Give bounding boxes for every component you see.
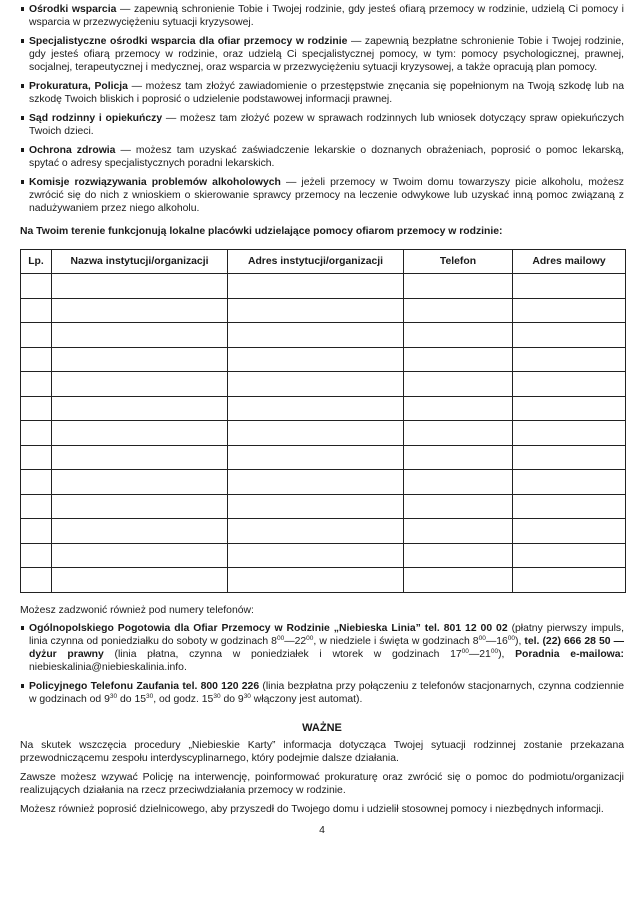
hotline-text: (linia płatna, czynna w poniedziałek i wtorek w godzinach 17 xyxy=(103,648,462,660)
hotline-text: ), xyxy=(515,635,525,647)
bullet-icon xyxy=(21,116,24,120)
table-cell[interactable] xyxy=(513,372,626,397)
time-sup: 00 xyxy=(461,647,469,655)
bullet-icon xyxy=(21,7,24,11)
table-cell[interactable] xyxy=(52,494,228,519)
table-cell[interactable] xyxy=(228,372,404,397)
table-row xyxy=(21,372,626,397)
hotline-title: Policyjnego Telefonu Zaufania tel. 800 120 226 xyxy=(29,680,260,692)
column-header-email: Adres mailowy xyxy=(513,250,626,274)
table-body xyxy=(21,274,626,593)
item-text: — możesz tam złożyć zawiadomienie o przestępstwie znęcania się popełnionym na Twoją szkodę lub na szkodę Twoich bliskich i poprosić o udzielenie podstawowej informacji prawnej. xyxy=(29,81,624,105)
table-row xyxy=(21,445,626,470)
table-cell[interactable] xyxy=(52,298,228,323)
table-row xyxy=(21,274,626,299)
phone-list xyxy=(20,622,624,706)
table-cell[interactable] xyxy=(228,396,404,421)
item-title: Komisje rozwiązywania problemów alkoholowych xyxy=(29,177,281,188)
table-cell[interactable] xyxy=(21,347,52,372)
table-cell[interactable] xyxy=(513,568,626,593)
table-cell[interactable] xyxy=(52,421,228,446)
table-intro: Na Twoim terenie funkcjonują lokalne placówki udzielające pomocy ofiarom przemocy w rodzinie: xyxy=(20,226,503,237)
table-cell[interactable] xyxy=(404,274,513,299)
time-sup: 00 xyxy=(507,634,515,642)
institutions-table xyxy=(20,249,626,593)
table-cell[interactable] xyxy=(513,519,626,544)
page-number: 4 xyxy=(319,824,325,836)
table-row xyxy=(21,494,626,519)
table-cell[interactable] xyxy=(52,396,228,421)
item-title: Prokuratura, Policja xyxy=(29,81,128,92)
important-paragraph: Możesz również poprosić dzielnicowego, aby przyszedł do Twojego domu i udzielił stosownej pomocy i niezbędnych informacji. xyxy=(20,803,604,815)
table-cell[interactable] xyxy=(513,323,626,348)
table-cell[interactable] xyxy=(513,470,626,495)
table-cell[interactable] xyxy=(21,396,52,421)
table-cell[interactable] xyxy=(228,347,404,372)
table-cell[interactable] xyxy=(228,543,404,568)
hotline-text: ), xyxy=(498,648,516,660)
bullet-icon xyxy=(21,39,24,43)
item-text: — zapewnią bezpłatne schronienie Tobie i Twojej rodzinie, gdy jesteś ofiarą przemocy w rodzinie, oraz udzielą Ci specjalistycznej pomocy, w tym: pomocy psychologicznej, prawnej, socjalnej, terapeutycznej i medycznej, oraz wsparcia w przezwyciężeniu sytuacji kryzysowej, a także opracują plan pomocy. xyxy=(29,36,624,73)
table-cell[interactable] xyxy=(21,323,52,348)
table-cell[interactable] xyxy=(21,494,52,519)
hotline-text: (linia bezpłatna przy połączeniu z telefonów stacjonarnych, czynna codziennie w godzinach od 9 xyxy=(29,680,625,705)
list-item xyxy=(20,35,624,74)
table-cell[interactable] xyxy=(52,568,228,593)
item-text: — możesz tam złożyć pozew w sprawach rodzinnych lub wniosek dotyczący spraw opiekuńczych Twoich dzieci. xyxy=(29,113,624,137)
table-cell[interactable] xyxy=(52,519,228,544)
table-cell[interactable] xyxy=(404,470,513,495)
table-cell[interactable] xyxy=(404,421,513,446)
item-title: Ośrodki wsparcia xyxy=(29,4,117,15)
table-cell[interactable] xyxy=(21,421,52,446)
table-row xyxy=(21,519,626,544)
hotline-text: —22 xyxy=(284,635,307,647)
table-cell[interactable] xyxy=(21,372,52,397)
table-cell[interactable] xyxy=(228,494,404,519)
table-cell[interactable] xyxy=(21,274,52,299)
table-cell[interactable] xyxy=(404,568,513,593)
table-cell[interactable] xyxy=(21,298,52,323)
column-header-lp: Lp. xyxy=(21,250,52,274)
table-cell[interactable] xyxy=(21,445,52,470)
important-paragraph: Zawsze możesz wzywać Policję na interwencję, poinformować prokuraturę oraz zwrócić się o pomoc do podmiotu/organizacji realizujących działania na rzecz przeciwdziałania przemocy w rodzinie. xyxy=(20,771,624,796)
table-cell[interactable] xyxy=(404,396,513,421)
table-row xyxy=(21,298,626,323)
important-heading: WAŻNE xyxy=(302,721,342,734)
table-cell[interactable] xyxy=(228,519,404,544)
item-text: — możesz tam uzyskać zaświadczenie lekarskie o doznanych obrażeniach, poprosić o pomoc lekarską, spytać o adresy specjalistycznych poradni lekarskich. xyxy=(29,145,624,169)
table-cell[interactable] xyxy=(52,372,228,397)
column-header-name: Nazwa instytucji/organizacji xyxy=(52,250,228,274)
table-cell[interactable] xyxy=(228,323,404,348)
time-sup: 00 xyxy=(490,647,499,655)
table-cell[interactable] xyxy=(404,494,513,519)
table-cell[interactable] xyxy=(228,421,404,446)
table-cell[interactable] xyxy=(513,396,626,421)
table-cell[interactable] xyxy=(228,298,404,323)
hotline-text: (płatny pierwszy impuls, linia czynna od poniedziałku do soboty w godzinach 8 xyxy=(29,622,624,647)
time-sup: 00 xyxy=(478,634,486,642)
document-page xyxy=(20,3,624,837)
hotline-text: , od godz. 15 xyxy=(153,693,214,705)
bullet-icon xyxy=(21,626,24,630)
table-cell[interactable] xyxy=(21,543,52,568)
table-cell[interactable] xyxy=(513,421,626,446)
bullet-icon xyxy=(21,84,24,88)
support-list xyxy=(20,3,624,215)
table-cell[interactable] xyxy=(52,445,228,470)
table-cell[interactable] xyxy=(228,445,404,470)
table-row xyxy=(21,543,626,568)
table-cell[interactable] xyxy=(513,445,626,470)
table-cell[interactable] xyxy=(404,347,513,372)
table-cell[interactable] xyxy=(21,568,52,593)
time-sup: 00 xyxy=(276,634,285,642)
table-cell[interactable] xyxy=(404,298,513,323)
hotline-text: do 9 xyxy=(220,693,244,705)
table-row xyxy=(21,568,626,593)
bullet-icon xyxy=(21,148,24,152)
list-item xyxy=(20,144,624,170)
table-cell[interactable] xyxy=(52,470,228,495)
time-sup: 30 xyxy=(243,692,251,700)
item-text: — zapewnią schronienie Tobie i Twojej rodzinie, gdy jesteś ofiarą przemocy w rodzinie, udzielą Ci pomocy i wsparcia w przezwyciężeniu sytuacji kryzysowej. xyxy=(29,4,624,28)
table-cell[interactable] xyxy=(404,519,513,544)
list-item xyxy=(20,80,624,106)
table-cell[interactable] xyxy=(52,323,228,348)
time-sup: 00 xyxy=(306,634,314,642)
time-sup: 30 xyxy=(109,692,118,700)
item-title: Specjalistyczne ośrodki wsparcia dla ofiar przemocy w rodzinie xyxy=(29,36,348,47)
table-header-row xyxy=(21,250,626,274)
time-sup: 30 xyxy=(146,692,154,700)
table-cell[interactable] xyxy=(513,347,626,372)
table-cell[interactable] xyxy=(404,543,513,568)
table-cell[interactable] xyxy=(21,519,52,544)
list-item xyxy=(20,112,624,138)
list-item-policja xyxy=(20,680,624,706)
legal-duty-title: tel. (22) 666 28 50 — dyżur prawny xyxy=(29,635,624,660)
table-cell[interactable] xyxy=(404,323,513,348)
table-cell[interactable] xyxy=(513,494,626,519)
hotline-text: —16 xyxy=(485,635,508,647)
table-cell[interactable] xyxy=(513,543,626,568)
table-cell[interactable] xyxy=(513,274,626,299)
hotline-text: , w niedziele i święta w godzinach 8 xyxy=(313,635,479,647)
table-row xyxy=(21,396,626,421)
item-title: Sąd rodzinny i opiekuńczy xyxy=(29,113,163,124)
table-row xyxy=(21,323,626,348)
table-cell[interactable] xyxy=(228,470,404,495)
phones-intro: Możesz zadzwonić również pod numery telefonów: xyxy=(20,604,254,616)
table-cell[interactable] xyxy=(513,298,626,323)
table-cell[interactable] xyxy=(52,543,228,568)
table-row xyxy=(21,421,626,446)
table-cell[interactable] xyxy=(228,274,404,299)
table-row xyxy=(21,347,626,372)
bullet-icon xyxy=(21,180,24,184)
list-item-niebieska-linia xyxy=(20,622,624,674)
table-cell[interactable] xyxy=(228,568,404,593)
table-cell[interactable] xyxy=(52,347,228,372)
list-item xyxy=(20,176,624,215)
table-row xyxy=(21,470,626,495)
hotline-text: —21 xyxy=(468,648,491,660)
hotline-text: do 15 xyxy=(117,693,146,705)
table-cell[interactable] xyxy=(404,445,513,470)
table-cell[interactable] xyxy=(21,470,52,495)
hotline-title: Ogólnopolskiego Pogotowia dla Ofiar Przemocy w Rodzinie „Niebieska Linia” tel. 801 12 00 02 xyxy=(29,622,508,634)
item-title: Ochrona zdrowia xyxy=(29,145,116,156)
important-paragraph: Na skutek wszczęcia procedury „Niebieskie Karty” informacja dotycząca Twojej sytuacji rodzinnej zostanie przekazana przewodniczącemu zespołu interdyscyplinarnego, który podejmie dalsze działania. xyxy=(20,739,624,764)
hotline-text: włączony jest automat). xyxy=(250,693,363,705)
email-title: Poradnia e-mailowa: xyxy=(515,648,624,660)
item-text: — jeżeli przemocy w Twoim domu towarzyszy picie alkoholu, możesz zwrócić się do nich z wnioskiem o skierowanie sprawcy przemocy na leczenie odwykowe lub uzyskać inną pomoc związaną z nadużywaniem przez niego alkoholu. xyxy=(29,177,624,214)
list-item xyxy=(20,3,624,29)
email-address[interactable]: niebieskalinia@niebieskalinia.info. xyxy=(29,661,187,673)
bullet-icon xyxy=(21,684,24,688)
time-sup: 30 xyxy=(213,692,221,700)
table-cell[interactable] xyxy=(52,274,228,299)
column-header-phone: Telefon xyxy=(404,250,513,274)
column-header-address: Adres instytucji/organizacji xyxy=(228,250,404,274)
table-cell[interactable] xyxy=(404,372,513,397)
